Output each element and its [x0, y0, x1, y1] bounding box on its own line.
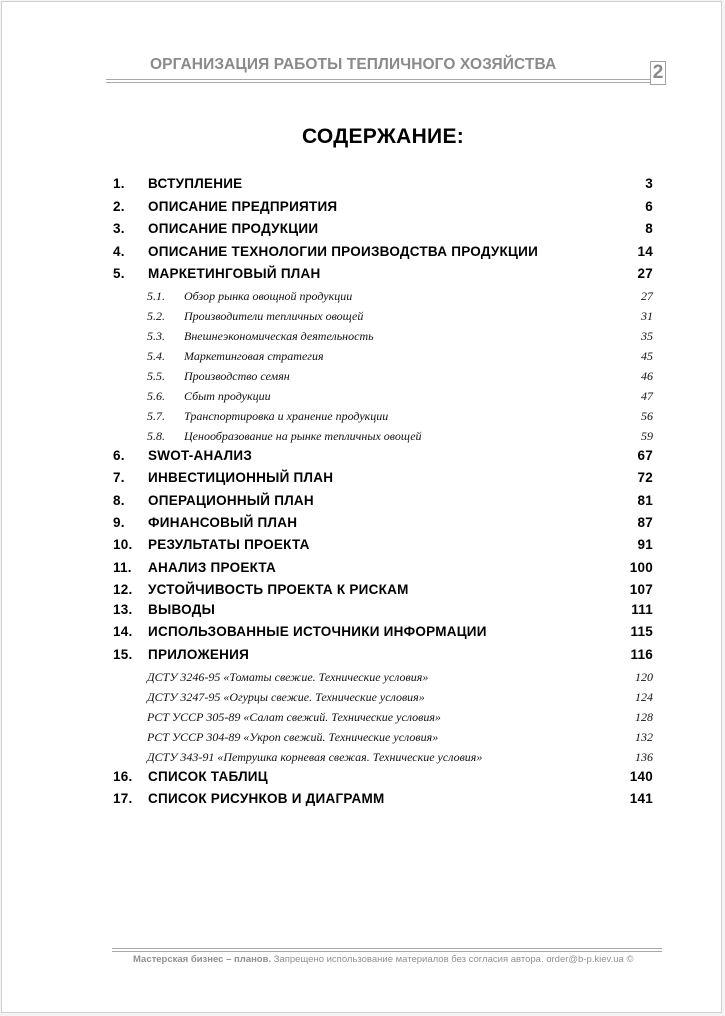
toc-entry-title: Внешнеэкономическая деятельность — [184, 329, 374, 343]
toc-entry-page: 27 — [641, 289, 653, 303]
toc-entry-title: Обзор рынка овощной продукции — [184, 289, 353, 303]
header-title: ОРГАНИЗАЦИЯ РАБОТЫ ТЕПЛИЧНОГО ХОЗЯЙСТВА — [150, 56, 557, 73]
toc-entry-title: УСТОЙЧИВОСТЬ ПРОЕКТА К РИСКАМ — [148, 582, 409, 597]
toc-appendix-entry[interactable] — [147, 750, 653, 768]
toc-entry-number: 3. — [113, 221, 125, 236]
footer-text: Запрещено использование материалов без согласия автора. order@b-p.kiev.ua © — [271, 954, 634, 965]
toc-entry-number: 14. — [113, 624, 133, 639]
toc-subentry[interactable] — [147, 429, 653, 447]
toc-entry-number: 13. — [113, 602, 133, 617]
toc-entry-number: 7. — [113, 470, 125, 485]
toc-entry-number: 11. — [113, 560, 132, 575]
toc-entry-page: 3 — [645, 176, 653, 191]
toc-entry-title: ОПИСАНИЕ ПРОДУКЦИИ — [148, 221, 319, 236]
toc-entry[interactable] — [113, 537, 653, 555]
toc-entry-number: 12. — [113, 582, 133, 597]
header-divider-secondary — [106, 82, 650, 83]
toc-entry[interactable] — [113, 266, 653, 284]
toc-subentry[interactable] — [147, 289, 653, 307]
toc-entry-page: 72 — [637, 470, 653, 485]
toc-entry-page: 141 — [629, 791, 653, 806]
toc-entry-title: ВЫВОДЫ — [148, 602, 216, 617]
toc-entry-title: РСТ УССР 305-89 «Салат свежий. Технические условия» — [147, 710, 441, 724]
toc-entry-title: Сбыт продукции — [184, 389, 271, 403]
toc-entry-title: ПРИЛОЖЕНИЯ — [148, 647, 250, 662]
toc-entry-title: РЕЗУЛЬТАТЫ ПРОЕКТА — [148, 537, 310, 552]
toc-entry-page: 47 — [641, 389, 653, 403]
footer-brand: Мастерская бизнес – планов. — [133, 954, 272, 965]
toc-entry-number: 5.4. — [147, 349, 165, 363]
toc-entry-title: ОПИСАНИЕ ПРЕДПРИЯТИЯ — [148, 199, 338, 214]
toc-entry-title: ИНВЕСТИЦИОННЫЙ ПЛАН — [148, 470, 334, 485]
toc-subentry[interactable] — [147, 349, 653, 367]
toc-entry-number: 5. — [113, 266, 125, 281]
toc-entry[interactable] — [113, 515, 653, 533]
toc-entry[interactable] — [113, 244, 653, 262]
toc-entry-page: 132 — [635, 730, 653, 744]
toc-entry-page: 115 — [630, 624, 653, 639]
toc-subentry[interactable] — [147, 329, 653, 347]
toc-entry-title: Производители тепличных овощей — [184, 309, 364, 323]
toc-entry-title: ИСПОЛЬЗОВАННЫЕ ИСТОЧНИКИ ИНФОРМАЦИИ — [148, 624, 487, 639]
toc-entry-number: 16. — [113, 769, 133, 784]
toc-entry-page: 56 — [641, 409, 653, 423]
toc-entry-title: ФИНАНСОВЫЙ ПЛАН — [148, 515, 298, 530]
toc-entry-page: 45 — [641, 349, 653, 363]
toc-entry-title: Производство семян — [184, 369, 290, 383]
toc-entry-title: Маркетинговая стратегия — [184, 349, 324, 363]
toc-entry-page: 81 — [637, 493, 653, 508]
toc-entry-title: ОПЕРАЦИОННЫЙ ПЛАН — [148, 493, 314, 508]
toc-appendix-entry[interactable] — [147, 690, 653, 708]
toc-entry-page: 124 — [635, 690, 653, 704]
toc-entry-title: SWOT-АНАЛИЗ — [148, 448, 253, 463]
header-divider — [106, 79, 650, 80]
toc-entry-number: 10. — [113, 537, 133, 552]
toc-entry[interactable] — [113, 647, 653, 665]
toc-entry-number: 5.5. — [147, 369, 165, 383]
toc-entry-title: ДСТУ 3247-95 «Огурцы свежие. Технические условия» — [147, 690, 425, 704]
page-number-box: 2 — [650, 61, 666, 85]
toc-entry-number: 5.8. — [147, 429, 165, 443]
toc-entry-number: 5.1. — [147, 289, 165, 303]
toc-entry-page: 27 — [637, 266, 653, 281]
toc-entry[interactable] — [113, 221, 653, 239]
toc-entry-page: 120 — [635, 670, 653, 684]
toc-entry-number: 5.7. — [147, 409, 165, 423]
toc-entry[interactable] — [113, 602, 653, 620]
toc-entry-number: 5.6. — [147, 389, 165, 403]
toc-appendix-entry[interactable] — [147, 670, 653, 688]
toc-entry-page: 31 — [641, 309, 653, 323]
toc-entry-number: 5.2. — [147, 309, 165, 323]
toc-entry-number: 5.3. — [147, 329, 165, 343]
toc-entry[interactable] — [113, 470, 653, 488]
toc-entry[interactable] — [113, 493, 653, 511]
toc-entry-page: 35 — [641, 329, 653, 343]
toc-entry[interactable] — [113, 582, 653, 600]
footer-divider-secondary — [112, 951, 662, 952]
toc-entry[interactable] — [113, 791, 653, 809]
toc-entry[interactable] — [113, 448, 653, 466]
toc-entry-title: РСТ УССР 304-89 «Укроп свежий. Технические условия» — [147, 730, 439, 744]
toc-entry-title: Ценообразование на рынке тепличных овощей — [184, 429, 422, 443]
toc-entry-page: 14 — [637, 244, 653, 259]
toc-entry[interactable] — [113, 769, 653, 787]
toc-entry-title: ОПИСАНИЕ ТЕХНОЛОГИИ ПРОИЗВОДСТВА ПРОДУКЦИИ — [148, 244, 539, 259]
toc-entry-number: 15. — [113, 647, 133, 662]
toc-entry-page: 46 — [641, 369, 653, 383]
toc-entry-title: ДСТУ 343-91 «Петрушка корневая свежая. Технические условия» — [147, 750, 483, 764]
toc-entry-number: 6. — [113, 448, 125, 463]
toc-entry-page: 111 — [631, 602, 653, 617]
toc-heading: СОДЕРЖАНИЕ: — [301, 125, 465, 148]
toc-entry[interactable] — [113, 624, 653, 642]
toc-entry-title: СПИСОК ТАБЛИЦ — [148, 769, 268, 784]
toc-entry-number: 1. — [113, 176, 125, 191]
toc-entry-page: 107 — [629, 582, 653, 597]
footer-divider — [112, 948, 662, 949]
toc-entry-page: 59 — [641, 429, 653, 443]
toc-subentry[interactable] — [147, 389, 653, 407]
toc-subentry[interactable] — [147, 369, 653, 387]
toc-entry-title: СПИСОК РИСУНКОВ И ДИАГРАММ — [148, 791, 385, 806]
footer-notice — [133, 954, 633, 965]
toc-entry-number: 4. — [113, 244, 125, 259]
toc-entry-page: 116 — [630, 647, 653, 662]
toc-entry-page: 91 — [637, 537, 653, 552]
toc-entry[interactable] — [113, 176, 653, 194]
toc-entry-number: 8. — [113, 493, 125, 508]
toc-subentry[interactable] — [147, 309, 653, 327]
toc-entry-number: 9. — [113, 515, 125, 530]
toc-entry-title: ВСТУПЛЕНИЕ — [148, 176, 243, 191]
toc-entry-page: 140 — [629, 769, 653, 784]
toc-entry-title: МАРКЕТИНГОВЫЙ ПЛАН — [148, 266, 321, 281]
document-page — [1, 1, 722, 1013]
toc-entry-page: 100 — [629, 560, 653, 575]
toc-entry-number: 2. — [113, 199, 125, 214]
toc-entry-number: 17. — [113, 791, 133, 806]
toc-entry[interactable] — [113, 560, 653, 578]
toc-entry-title: Транспортировка и хранение продукции — [184, 409, 389, 423]
toc-entry-page: 6 — [645, 199, 653, 214]
toc-entry-title: АНАЛИЗ ПРОЕКТА — [148, 560, 277, 575]
toc-appendix-entry[interactable] — [147, 710, 653, 728]
toc-entry-page: 67 — [637, 448, 653, 463]
toc-appendix-entry[interactable] — [147, 730, 653, 748]
toc-entry-page: 87 — [637, 515, 653, 530]
toc-entry-title: ДСТУ 3246-95 «Томаты свежие. Технические условия» — [147, 670, 429, 684]
toc-entry-page: 128 — [635, 710, 653, 724]
toc-entry-page: 136 — [635, 750, 653, 764]
toc-subentry[interactable] — [147, 409, 653, 427]
toc-entry-page: 8 — [645, 221, 653, 236]
toc-entry[interactable] — [113, 199, 653, 217]
